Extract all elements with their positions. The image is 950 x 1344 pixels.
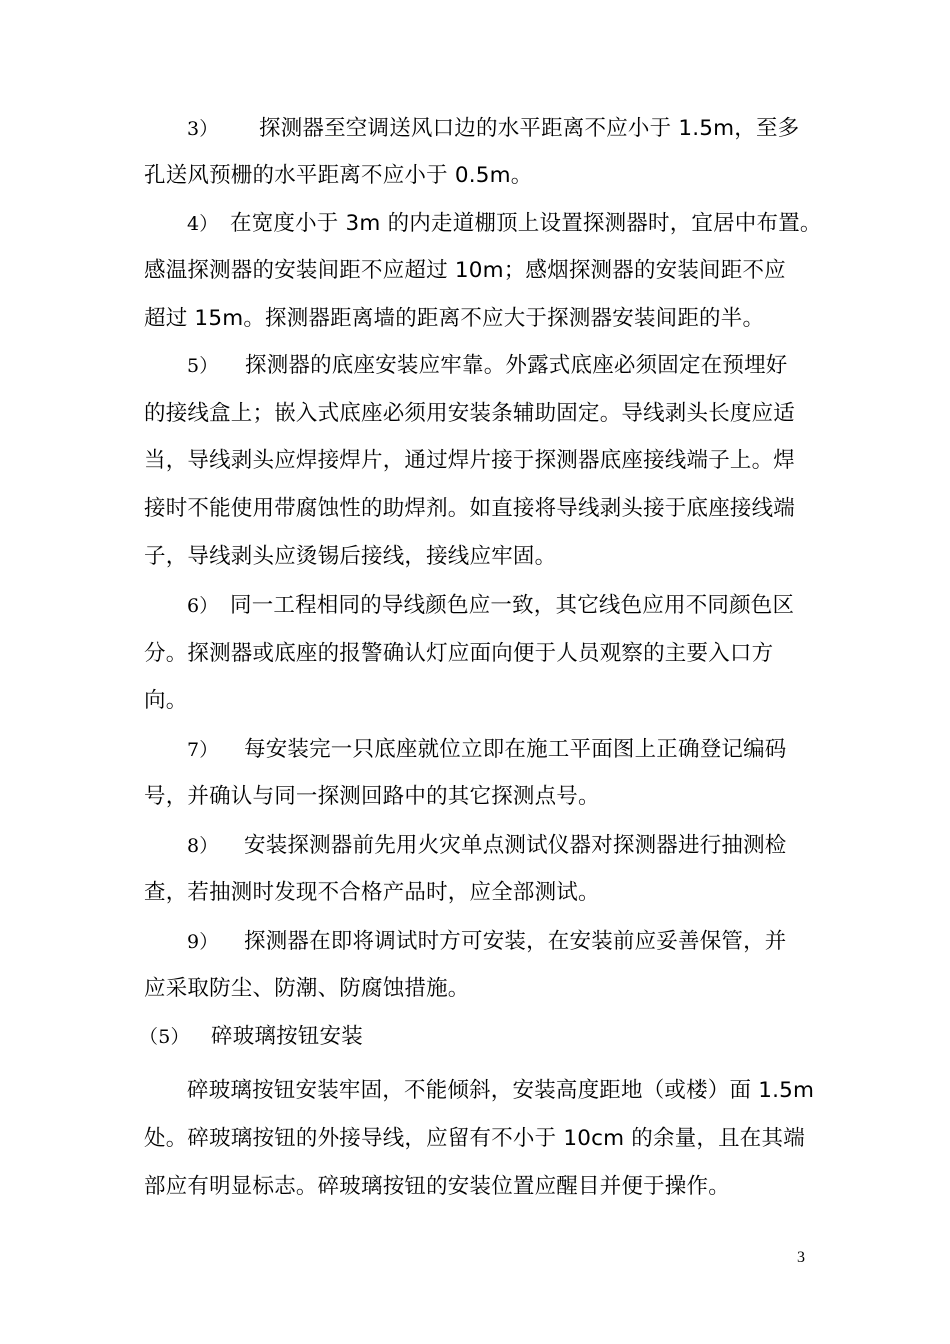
item-4-line-1	[187, 209, 822, 239]
item-5-line-2: 的接线盒上；嵌入式底座必须用安装条辅助固定。导线剥头长度应适	[144, 401, 796, 426]
item-number: 7）	[187, 739, 219, 761]
item-8-line-1	[187, 831, 787, 861]
item-6-line-2: 分。探测器或底座的报警确认灯应面向便于人员观察的主要入口方	[144, 641, 774, 666]
item-text: 探测器至空调送风口边的水平距离不应小于 1.5m，至多	[259, 116, 800, 141]
item-text: 探测器的底座安装应牢靠。外露式底座必须固定在预埋好	[245, 353, 788, 378]
item-5-line-4: 接时不能使用带腐蚀性的助焊剂。如直接将导线剥头接于底座接线端	[144, 496, 796, 521]
item-text: 安装探测器前先用火灾单点测试仪器对探测器进行抽测检	[244, 833, 787, 858]
paragraph-line-1: 碎玻璃按钮安装牢固，不能倾斜，安装高度距地（或楼）面 1.5m	[187, 1078, 815, 1103]
section-title: 碎玻璃按钮安装	[211, 1024, 363, 1049]
item-text: 每安装完一只底座就位立即在施工平面图上正确登记编码	[244, 737, 787, 762]
item-6-line-1	[187, 591, 794, 621]
item-9-line-1	[187, 927, 787, 957]
item-4-line-2: 感温探测器的安装间距不应超过 10m；感烟探测器的安装间距不应	[144, 258, 786, 283]
item-number: 5）	[187, 355, 219, 377]
item-number: 6）	[187, 595, 219, 617]
item-text: 探测器在即将调试时方可安装，在安装前应妥善保管，并	[244, 929, 787, 954]
item-number: 8）	[187, 835, 219, 857]
item-3-line-1	[187, 114, 799, 144]
item-5-line-1	[187, 351, 788, 381]
item-text: 在宽度小于 3m 的内走道棚顶上设置探测器时，宜居中布置。	[230, 211, 822, 236]
item-3-line-2: 孔送风预栅的水平距离不应小于 0.5m。	[144, 163, 533, 188]
item-number: 3）	[187, 118, 219, 140]
item-4-line-3: 超过 15m。探测器距离墙的距离不应大于探测器安装间距的半。	[144, 306, 765, 331]
item-7-line-2: 号，并确认与同一探测回路中的其它探测点号。	[144, 784, 600, 809]
item-8-line-2: 查，若抽测时发现不合格产品时，应全部测试。	[144, 880, 600, 905]
item-number: 4）	[187, 213, 219, 235]
item-number: 9）	[187, 931, 219, 953]
page-number: 3	[797, 1249, 805, 1266]
section-number: （5）	[139, 1026, 190, 1048]
item-9-line-2: 应采取防尘、防潮、防腐蚀措施。	[144, 976, 470, 1001]
item-5-line-3: 当，导线剥头应焊接焊片，通过焊片接于探测器底座接线端子上。焊	[144, 448, 796, 473]
item-6-line-3: 向。	[144, 688, 188, 713]
paragraph-line-2: 处。碎玻璃按钮的外接导线，应留有不小于 10cm 的余量，且在其端	[144, 1126, 805, 1151]
section-heading	[139, 1022, 363, 1052]
item-7-line-1	[187, 735, 787, 765]
item-5-line-5: 子，导线剥头应烫锡后接线，接线应牢固。	[144, 544, 557, 569]
paragraph-line-3: 部应有明显标志。碎玻璃按钮的安装位置应醒目并便于操作。	[144, 1174, 730, 1199]
item-text: 同一工程相同的导线颜色应一致，其它线色应用不同颜色区	[230, 593, 795, 618]
